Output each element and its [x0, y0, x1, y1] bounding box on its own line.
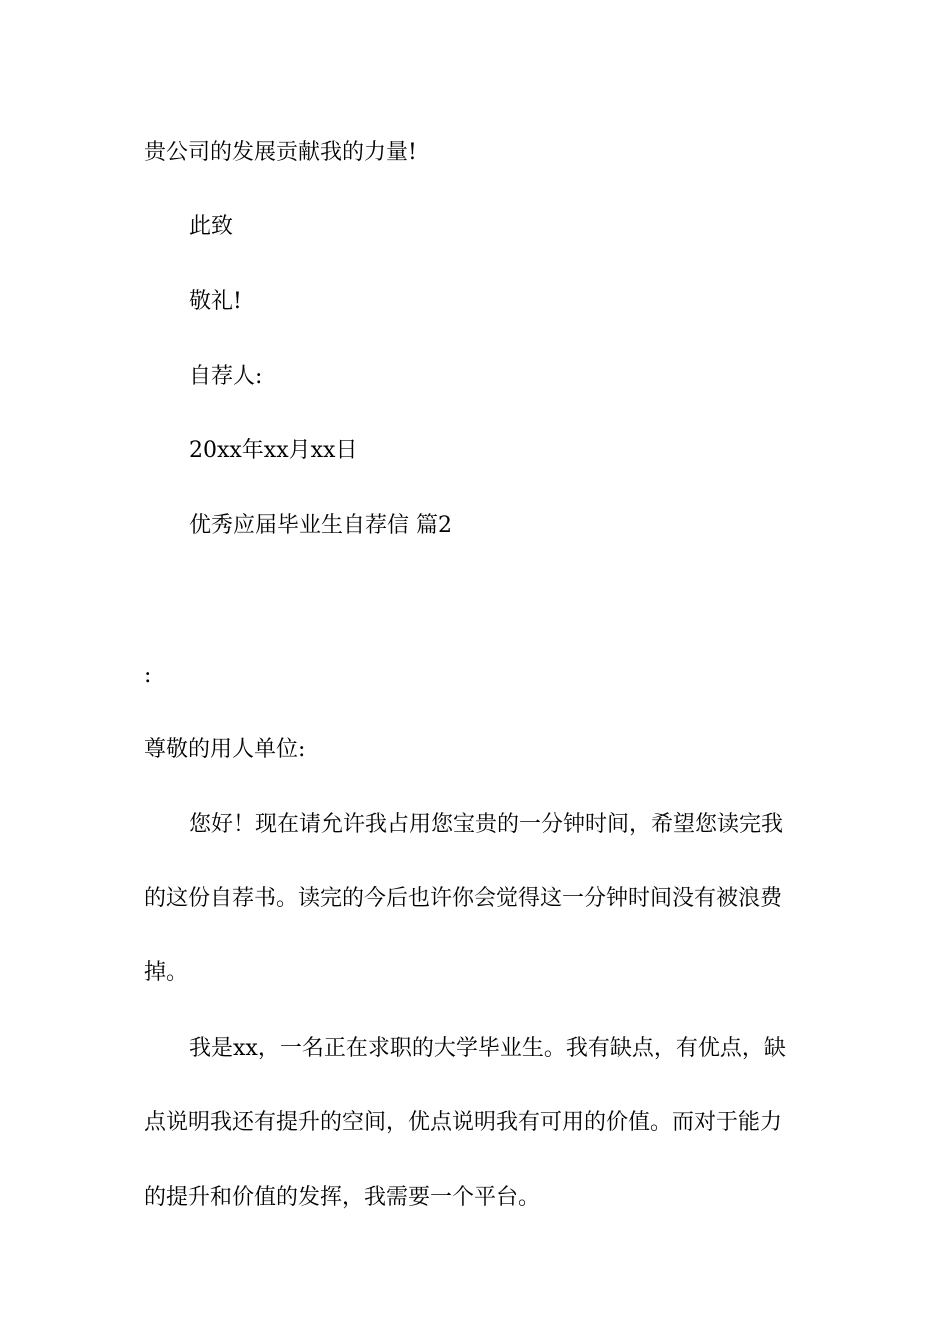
text-line-closing: 贵公司的发展贡献我的力量! — [144, 140, 417, 165]
text-line-colon: : — [144, 663, 152, 688]
text-line-regards: 敬礼! — [189, 289, 242, 314]
paragraph-line: 您好！现在请允许我占用您宝贵的一分钟时间，希望您读完我 — [189, 812, 784, 837]
text-line-addressee: 尊敬的用人单位: — [144, 737, 306, 762]
text-line-date: 20xx年xx月xx日 — [189, 438, 358, 463]
paragraph-line: 掉。 — [144, 960, 189, 985]
text-line-salutation: 此致 — [189, 214, 234, 239]
text-line-signer: 自荐人: — [189, 364, 263, 389]
paragraph-line: 的提升和价值的发挥，我需要一个平台。 — [144, 1185, 541, 1210]
paragraph-line: 的这份自荐书。读完的今后也许你会觉得这一分钟时间没有被浪费 — [144, 886, 783, 911]
paragraph-line: 点说明我还有提升的空间，优点说明我有可用的价值。而对于能力 — [144, 1110, 783, 1135]
section-heading: 优秀应届毕业生自荐信 篇2 — [189, 513, 452, 538]
paragraph-line: 我是xx，一名正在求职的大学毕业生。我有缺点，有优点，缺 — [189, 1036, 786, 1061]
